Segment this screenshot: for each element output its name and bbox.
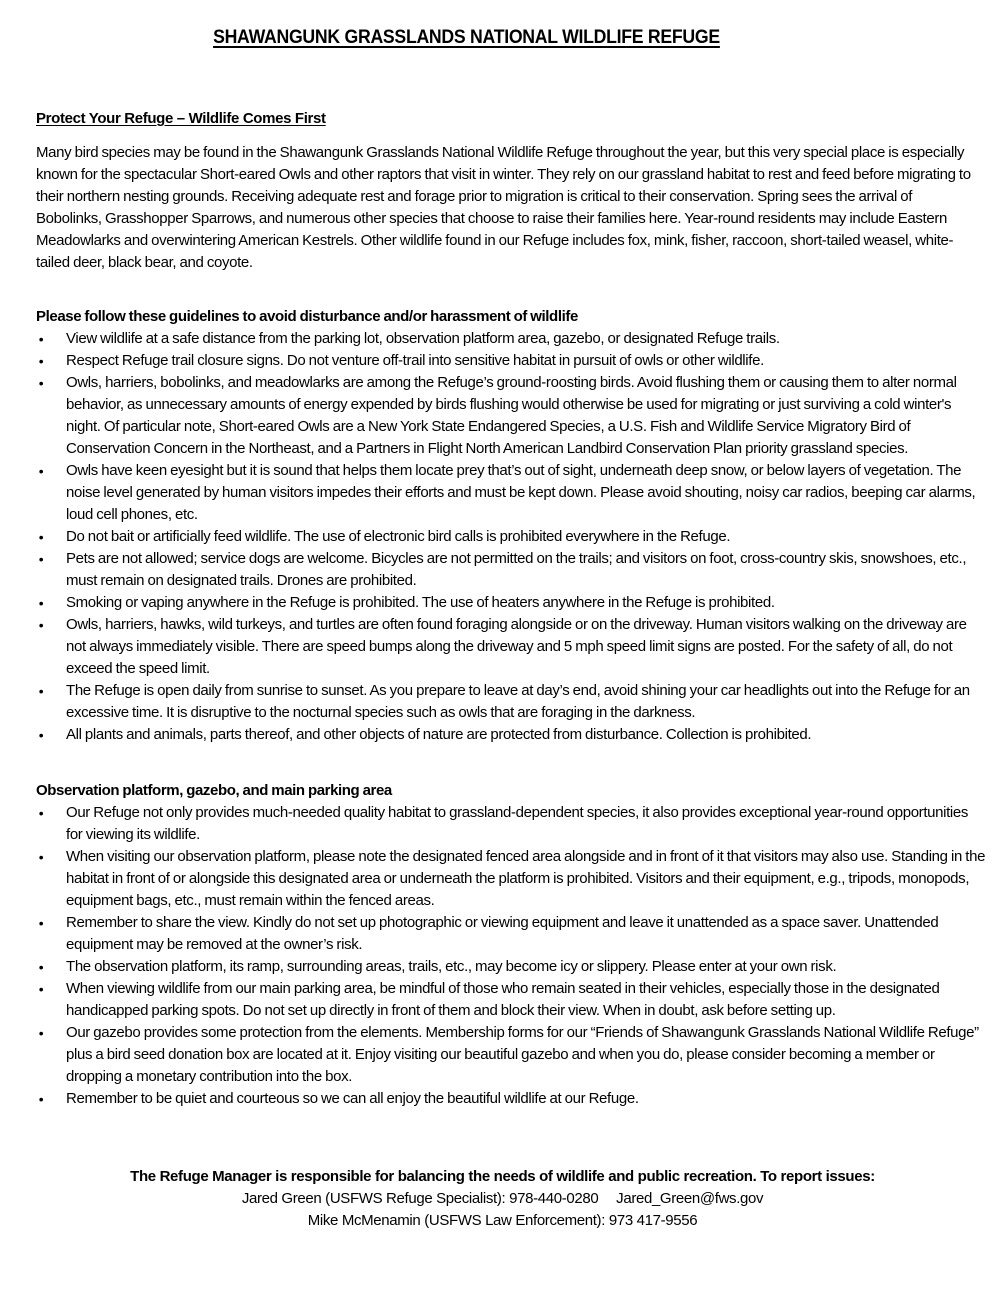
bullet-icon: • [38, 683, 44, 699]
list-item [36, 956, 986, 978]
contact-phone: 978-440-0280 [509, 1190, 599, 1207]
list-item-text: The Refuge is open daily from sunrise to sunset. As you prepare to leave at day’s end, avoid shining your car headlights out into the Refuge for an excessive time. It is disruptive to the nocturnal species such as owls that are foraging in the darkness. [66, 682, 970, 721]
guidelines-section [36, 306, 986, 746]
list-item-text: When viewing wildlife from our main parking area, be mindful of those who remain seated in their vehicles, especially those in the designated handicapped parking spots. Do not set up directly in front of them and block their view. When in doubt, ask before setting up. [66, 980, 940, 1019]
list-item-text: Our gazebo provides some protection from the elements. Membership forms for our “Friends of Shawangunk Grasslands National Wildlife Refuge” plus a bird seed donation box are located at it. Enjoy visiting our beautiful gazebo and when you do, please consider becoming a member or dropping a monetary contribution into the box. [66, 1024, 979, 1085]
intro-heading: Protect Your Refuge – Wildlife Comes First [36, 110, 326, 127]
list-item [36, 372, 986, 460]
contact-name: Jared Green (USFWS Refuge Specialist): [241, 1190, 506, 1207]
bullet-icon: • [38, 617, 44, 633]
list-item-text: Owls have keen eyesight but it is sound that helps them locate prey that’s out of sight, underneath deep snow, or below layers of vegetation. The noise level generated by human visitors impedes their efforts and must be kept down. Please avoid shouting, noisy car radios, beeping car alarms, loud cell phones, etc. [66, 462, 976, 523]
observation-list [36, 802, 986, 1110]
page-title [0, 26, 969, 50]
list-item-text: Owls, harriers, hawks, wild turkeys, and turtles are often found foraging alongside or on the driveway. Human visitors walking on the driveway are not always immediately visible. There are speed bumps along the driveway and 5 mph speed limit signs are posted. For the safety of all, do not exceed the speed limit. [66, 616, 967, 677]
list-item [36, 460, 986, 526]
contact-footer [0, 1166, 1005, 1232]
list-item-text: When visiting our observation platform, please note the designated fenced area alongside and in front of it that visitors may also use. Standing in the habitat in front of or alongside this designated area or underneath the platform is prohibited. Visitors and their equipment, e.g., tripods, monopods, equipment bags, etc., must remain within the fenced areas. [66, 848, 986, 909]
list-item [36, 912, 986, 956]
guidelines-heading: Please follow these guidelines to avoid disturbance and/or harassment of wildlife [36, 308, 578, 325]
bullet-icon: • [38, 959, 44, 975]
list-item [36, 846, 986, 912]
intro-paragraph: Many bird species may be found in the Shawangunk Grasslands National Wildlife Refuge throughout the year, but this very special place is especially known for the spectacular Short-eared Owls and other raptors that visit in winter. They rely on our grassland habitat to rest and feed before migrating to their northern nesting grounds. Receiving adequate rest and forage prior to migration is critical to their conservation. Spring sees the arrival of Bobolinks, Grasshopper Sparrows, and numerous other species that choose to raise their families here. Year-round residents may include Eastern Meadowlarks and overwintering American Kestrels. Other wildlife found in our Refuge includes fox, mink, fisher, raccoon, short-tailed weasel, white-tailed deer, black bear, and coyote. [36, 144, 971, 271]
list-item [36, 548, 986, 592]
list-item-text: Respect Refuge trail closure signs. Do not venture off-trail into sensitive habitat in pursuit of owls or other wildlife. [66, 352, 764, 369]
guidelines-list [36, 328, 986, 746]
page-title-text: SHAWANGUNK GRASSLANDS NATIONAL WILDLIFE REFUGE [213, 27, 720, 48]
list-item [36, 1022, 986, 1088]
list-item-text: Our Refuge not only provides much-needed quality habitat to grassland-dependent species, it also provides exceptional year-round opportunities for viewing its wildlife. [66, 804, 969, 843]
list-item [36, 680, 986, 724]
list-item-text: Remember to be quiet and courteous so we can all enjoy the beautiful wildlife at our Refuge. [66, 1090, 639, 1107]
bullet-icon: • [38, 915, 44, 931]
manager-statement: The Refuge Manager is responsible for balancing the needs of wildlife and public recreation. To report issues: [130, 1168, 875, 1185]
list-item-text: Pets are not allowed; service dogs are welcome. Bicycles are not permitted on the trails; and visitors on foot, cross-country skis, snowshoes, etc., must remain on designated trails. Drones are prohibited. [66, 550, 967, 589]
contact-line [0, 1188, 1005, 1210]
list-item [36, 526, 986, 548]
bullet-icon: • [38, 1025, 44, 1041]
observation-section [36, 780, 986, 1110]
list-item [36, 724, 986, 746]
list-item-text: Owls, harriers, bobolinks, and meadowlarks are among the Refuge’s ground-roosting birds. Avoid flushing them or causing them to alter normal behavior, as unnecessary amounts of energy expended by birds flushing would otherwise be used for migrating or just surviving a cold winter's night. Of particular note, Short-eared Owls are a New York State Endangered Species, a U.S. Fish and Wildlife Service Migratory Bird of Conservation Concern in the Northeast, and a Partners in Flight North American Landbird Conservation Plan priority grassland species. [66, 374, 957, 457]
bullet-icon: • [38, 981, 44, 997]
bullet-icon: • [38, 375, 44, 391]
contact-phone: 973 417-9556 [608, 1212, 698, 1229]
bullet-icon: • [38, 463, 44, 479]
list-item-text: The observation platform, its ramp, surrounding areas, trails, etc., may become icy or slippery. Please enter at your own risk. [66, 958, 837, 975]
contact-line [0, 1210, 1005, 1232]
contact-email[interactable]: Jared_Green@fws.gov [616, 1190, 764, 1207]
bullet-icon: • [38, 551, 44, 567]
list-item-text: Remember to share the view. Kindly do not set up photographic or viewing equipment and leave it unattended as a space saver. Unattended equipment may be removed at the owner’s risk. [66, 914, 939, 953]
bullet-icon: • [38, 595, 44, 611]
bullet-icon: • [38, 353, 44, 369]
list-item-text: All plants and animals, parts thereof, and other objects of nature are protected from disturbance. Collection is prohibited. [66, 726, 812, 743]
bullet-icon: • [38, 529, 44, 545]
list-item [36, 350, 986, 372]
list-item [36, 978, 986, 1022]
observation-heading: Observation platform, gazebo, and main parking area [36, 782, 392, 799]
list-item [36, 614, 986, 680]
bullet-icon: • [38, 805, 44, 821]
list-item [36, 1088, 986, 1110]
list-item [36, 592, 986, 614]
list-item [36, 328, 986, 350]
bullet-icon: • [38, 727, 44, 743]
contact-name: Mike McMenamin (USFWS Law Enforcement): [307, 1212, 606, 1229]
list-item-text: View wildlife at a safe distance from the parking lot, observation platform area, gazebo, or designated Refuge trails. [66, 330, 780, 347]
bullet-icon: • [38, 1091, 44, 1107]
list-item-text: Smoking or vaping anywhere in the Refuge is prohibited. The use of heaters anywhere in the Refuge is prohibited. [66, 594, 775, 611]
bullet-icon: • [38, 849, 44, 865]
list-item [36, 802, 986, 846]
bullet-icon: • [38, 331, 44, 347]
list-item-text: Do not bait or artificially feed wildlife. The use of electronic bird calls is prohibited everywhere in the Refuge. [66, 528, 731, 545]
